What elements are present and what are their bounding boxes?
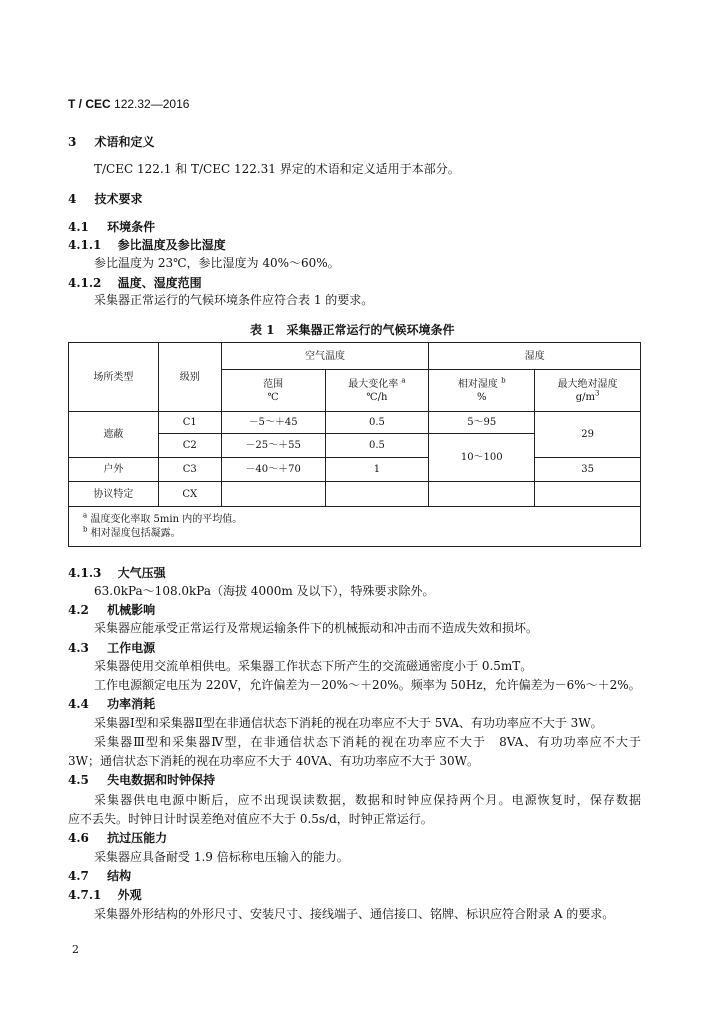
- page-number: 2: [72, 943, 79, 956]
- section-4-1-2-heading: [68, 276, 202, 290]
- header-rh-label: 相对湿度: [457, 378, 498, 390]
- cell-range: －40～＋70: [221, 458, 325, 482]
- note-b-text: 相对湿度包括凝露。: [90, 527, 181, 539]
- section-3-heading: [68, 135, 155, 149]
- section-4-2-heading: [68, 603, 155, 617]
- table-caption: 表 1 采集器正常运行的气候环境条件: [250, 323, 455, 337]
- section-3-text: T/CEC 122.1 和 T/CEC 122.31 界定的术语和定义适用于本部分。: [94, 162, 460, 176]
- section-number: 4.1.3: [68, 566, 102, 580]
- header-abs-unit-exponent: 3: [594, 389, 600, 398]
- section-number: 4.5: [68, 773, 89, 787]
- footnote-marker-a: a: [401, 376, 406, 385]
- section-4-4-text-2a: 采集器Ⅲ型和采集器Ⅳ型，在非通信状态下消耗的视在功率应不大于 8VA、有功功率应不大于: [94, 735, 641, 749]
- section-4-1-2-text: 采集器正常运行的气候环境条件应符合表 1 的要求。: [94, 293, 374, 307]
- cell-site-sheltered: 遮蔽: [69, 412, 159, 458]
- cell-range: －5～＋45: [221, 412, 325, 434]
- header-site-type: 场所类型: [69, 343, 159, 412]
- cell-abs-humidity: 29: [535, 412, 641, 458]
- section-number: 4.3: [68, 641, 89, 655]
- cell-rate: 0.5: [325, 434, 429, 458]
- cell-empty: [429, 482, 535, 507]
- section-4-7-1-text: 采集器外形结构的外形尺寸、安装尺寸、接线端子、通信接口、铭牌、标识应符合附录 A 的要求。: [94, 907, 615, 921]
- header-rh-unit: %: [476, 391, 487, 403]
- footnote-marker-b: b: [501, 376, 506, 385]
- cell-site-outdoor: 户外: [69, 458, 159, 482]
- header-abs-unit: g/m: [575, 391, 595, 403]
- section-title: 外观: [117, 888, 142, 902]
- section-title: 技术要求: [94, 192, 143, 206]
- section-title: 环境条件: [107, 220, 156, 234]
- header-max-rate: [325, 370, 429, 412]
- header-range-label: 范围: [263, 378, 284, 390]
- section-4-4-text-2b: 3W；通信状态下消耗的视在功率应不大于 40VA、有功功率应不大于 30W。: [68, 754, 479, 768]
- section-4-2-text: 采集器应能承受正常运行及常规运输条件下的机械振动和冲击而不造成失效和损坏。: [94, 621, 539, 635]
- cell-level: C3: [158, 458, 221, 482]
- section-number: 4.7.1: [68, 888, 102, 902]
- cell-level: C2: [158, 434, 221, 458]
- section-number: 4.1.1: [68, 238, 102, 252]
- section-4-heading: [68, 192, 143, 206]
- section-title: 工作电源: [107, 641, 156, 655]
- section-number: 4.1: [68, 220, 89, 234]
- section-number: 4.7: [68, 869, 89, 883]
- header-air-temperature: 空气温度: [221, 343, 429, 370]
- header-humidity: 湿度: [429, 343, 641, 370]
- cell-level: C1: [158, 412, 221, 434]
- cell-rate: 0.5: [325, 412, 429, 434]
- section-title: 失电数据和时钟保持: [107, 773, 216, 787]
- cell-rh: 5～95: [429, 412, 535, 434]
- note-a-text: 温度变化率取 5min 内的平均值。: [90, 513, 243, 525]
- section-4-6-heading: [68, 831, 167, 845]
- section-title: 术语和定义: [94, 135, 155, 149]
- section-number: 3: [68, 135, 77, 149]
- section-4-1-heading: [68, 220, 155, 234]
- section-title: 机械影响: [107, 603, 156, 617]
- section-title: 功率消耗: [107, 697, 156, 711]
- section-4-5-text-2: 应不丢失。时钟日计时误差绝对值应不大于 0.5s/d，时钟正常运行。: [68, 812, 433, 826]
- cell-abs-humidity: 35: [535, 458, 641, 482]
- section-4-1-1-text: 参比温度为 23℃，参比湿度为 40%～60%。: [94, 256, 340, 270]
- cell-site-agreed: 协议特定: [69, 482, 159, 507]
- note-a: [83, 513, 640, 527]
- header-relative-humidity: [429, 370, 535, 412]
- section-number: 4.4: [68, 697, 89, 711]
- cell-level: CX: [158, 482, 221, 507]
- section-4-4-text-1: 采集器Ⅰ型和采集器Ⅱ型在非通信状态下消耗的视在功率应不大于 5VA、有功功率应不大于 3W。: [94, 716, 603, 730]
- cell-range: －25～＋55: [221, 434, 325, 458]
- section-title: 大气压强: [117, 566, 166, 580]
- section-4-5-heading: [68, 773, 215, 787]
- section-number: 4.1.2: [68, 276, 102, 290]
- section-number: 4.2: [68, 603, 89, 617]
- cell-empty: [221, 482, 325, 507]
- cell-empty: [535, 482, 641, 507]
- cell-rate: 1: [325, 458, 429, 482]
- header-number: 122.32—2016: [114, 97, 190, 111]
- header-max-rate-label: 最大变化率: [348, 378, 399, 390]
- section-4-5-text-1: 采集器供电电源中断后，应不出现误读数据，数据和时钟应保持两个月。电源恢复时，保存数据: [94, 793, 641, 807]
- header-range-unit: ℃: [267, 391, 279, 403]
- section-4-1-3-heading: [68, 566, 166, 580]
- section-4-7-heading: [68, 869, 131, 883]
- note-a-marker: a: [83, 511, 88, 520]
- cell-empty: [325, 482, 429, 507]
- section-title: 抗过压能力: [107, 831, 168, 845]
- section-4-1-3-text: 63.0kPa～108.0kPa（海拔 4000m 及以下），特殊要求除外。: [94, 584, 435, 598]
- doc-header: [68, 97, 189, 111]
- header-abs-label: 最大绝对湿度: [557, 378, 618, 390]
- section-4-1-1-heading: [68, 238, 226, 252]
- section-4-7-1-heading: [68, 888, 142, 902]
- header-level: 级别: [158, 343, 221, 412]
- header-max-rate-unit: ℃/h: [366, 391, 388, 403]
- table-notes: [69, 507, 641, 547]
- section-4-4-heading: [68, 697, 155, 711]
- climate-conditions-table: [68, 342, 641, 547]
- header-range: [221, 370, 325, 412]
- section-title: 温度、湿度范围: [117, 276, 202, 290]
- section-title: 结构: [107, 869, 132, 883]
- section-4-6-text: 采集器应具备耐受 1.9 倍标称电压输入的能力。: [94, 850, 349, 864]
- section-4-3-text-1: 采集器使用交流单相供电。采集器工作状态下所产生的交流磁通密度小于 0.5mT。: [94, 659, 533, 673]
- note-b-marker: b: [83, 525, 88, 534]
- header-code: T / CEC: [68, 97, 111, 111]
- header-max-absolute-humidity: [535, 370, 641, 412]
- note-b: [83, 527, 640, 541]
- section-4-3-text-2: 工作电源额定电压为 220V，允许偏差为－20%～＋20%。频率为 50Hz，允许偏差为－6%～＋2%。: [94, 678, 641, 692]
- section-4-3-heading: [68, 641, 155, 655]
- section-number: 4: [68, 192, 77, 206]
- cell-rh: 10～100: [429, 434, 535, 482]
- section-title: 参比温度及参比湿度: [117, 238, 226, 252]
- section-number: 4.6: [68, 831, 89, 845]
